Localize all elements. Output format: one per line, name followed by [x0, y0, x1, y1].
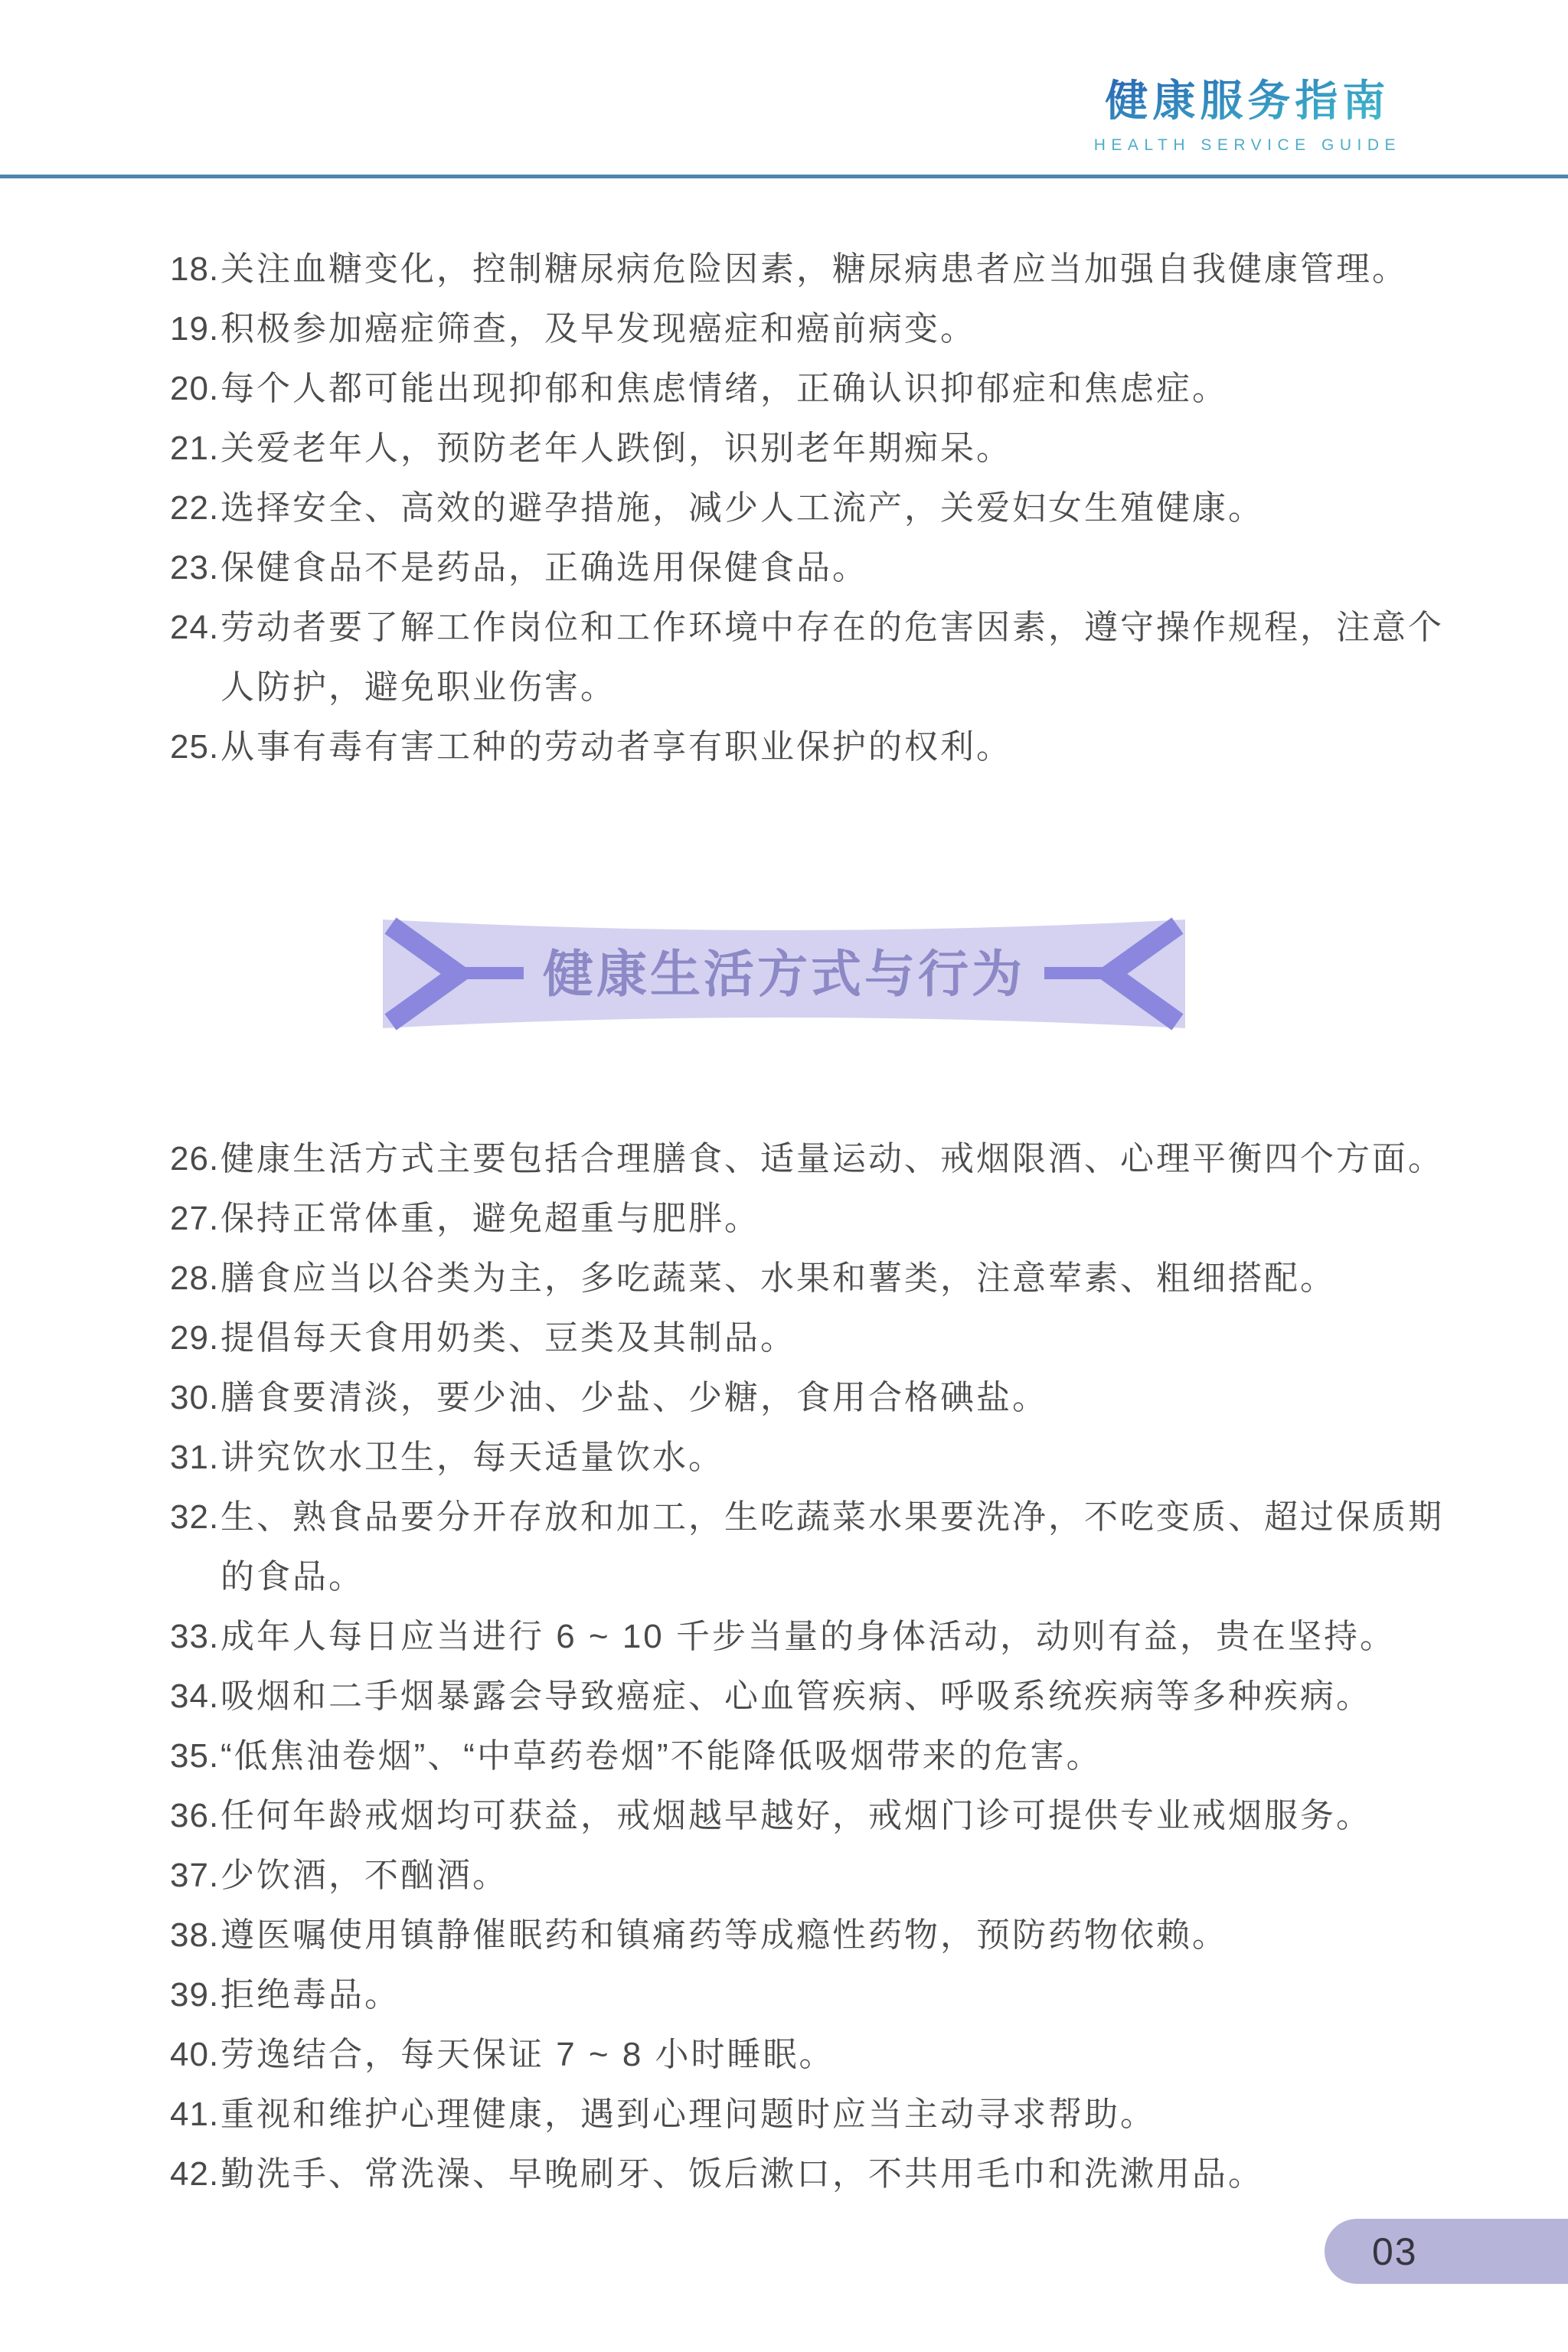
- list-item: [170, 1906, 1465, 1965]
- item-text: 劳动者要了解工作岗位和工作环境中存在的危害因素，遵守操作规程，注意个人防护，避免职业伤害。: [220, 609, 1444, 706]
- banner-left-dash-icon: [447, 967, 524, 979]
- item-text: 关注血糖变化，控制糖尿病危险因素，糖尿病患者应当加强自我健康管理。: [220, 250, 1408, 288]
- list-item: [170, 1667, 1465, 1726]
- page-number-badge: [1325, 2219, 1568, 2284]
- item-text: 讲究饮水卫生，每天适量饮水。: [220, 1439, 724, 1476]
- item-number: 19.: [170, 310, 220, 348]
- list-item: [170, 1846, 1465, 1906]
- list-item: [170, 2145, 1465, 2204]
- item-number: 34.: [170, 1677, 220, 1715]
- list-item: [170, 2085, 1465, 2145]
- item-number: 27.: [170, 1200, 220, 1237]
- banner-title: 健康生活方式与行为: [543, 946, 1025, 1002]
- item-text: 吸烟和二手烟暴露会导致癌症、心血管疾病、呼吸系统疾病等多种疾病。: [220, 1677, 1372, 1715]
- item-text: 遵医嘱使用镇静催眠药和镇痛药等成瘾性药物，预防药物依赖。: [220, 1916, 1228, 1954]
- list-item: [170, 1308, 1465, 1368]
- item-text: 生、熟食品要分开存放和加工，生吃蔬菜水果要洗净，不吃变质、超过保质期的食品。: [220, 1498, 1444, 1596]
- item-number: 33.: [170, 1618, 220, 1655]
- item-text: 膳食应当以谷类为主，多吃蔬菜、水果和薯类，注意荤素、粗细搭配。: [220, 1259, 1336, 1297]
- list-item: [170, 1607, 1465, 1667]
- item-number: 29.: [170, 1319, 220, 1357]
- list-item: [170, 1488, 1465, 1607]
- item-number: 36.: [170, 1797, 220, 1834]
- page-subtitle: HEALTH SERVICE GUIDE: [1093, 136, 1401, 154]
- item-number: 28.: [170, 1259, 220, 1297]
- list-item: [170, 1129, 1465, 1189]
- list-item: [170, 538, 1465, 598]
- item-text: 任何年龄戒烟均可获益，戒烟越早越好，戒烟门诊可提供专业戒烟服务。: [220, 1797, 1372, 1834]
- item-number: 42.: [170, 2155, 220, 2193]
- item-number: 21.: [170, 430, 220, 467]
- item-text: 关爱老年人，预防老年人跌倒，识别老年期痴呆。: [220, 430, 1012, 467]
- item-number: 35.: [170, 1737, 220, 1775]
- list-item: [170, 1965, 1465, 2025]
- item-number: 23.: [170, 549, 220, 586]
- item-number: 32.: [170, 1498, 220, 1536]
- list-item: [170, 598, 1465, 717]
- ribbon-graphic: [378, 913, 1190, 1034]
- item-text: 选择安全、高效的避孕措施，减少人工流产，关爱妇女生殖健康。: [220, 489, 1264, 527]
- list-item: [170, 240, 1465, 299]
- list-item: [170, 1726, 1465, 1786]
- item-number: 38.: [170, 1916, 220, 1954]
- guideline-list-lifestyle: [170, 1129, 1465, 2204]
- item-number: 41.: [170, 2096, 220, 2133]
- item-text: 积极参加癌症筛查，及早发现癌症和癌前病变。: [220, 310, 976, 348]
- item-number: 39.: [170, 1976, 220, 2014]
- item-text: 膳食要清淡，要少油、少盐、少糖，食用合格碘盐。: [220, 1379, 1048, 1416]
- item-number: 40.: [170, 2036, 220, 2073]
- item-number: 24.: [170, 609, 220, 646]
- brand-block: [1094, 67, 1401, 155]
- item-number: 22.: [170, 489, 220, 527]
- item-text: “低焦油卷烟”、“中草药卷烟”不能降低吸烟带来的危害。: [220, 1737, 1102, 1775]
- item-text: 拒绝毒品。: [220, 1976, 400, 2014]
- list-item: [170, 1786, 1465, 1846]
- item-text: 重视和维护心理健康，遇到心理问题时应当主动寻求帮助。: [220, 2096, 1156, 2133]
- list-item: [170, 359, 1465, 419]
- item-number: 30.: [170, 1379, 220, 1416]
- banner-right-dash-icon: [1044, 967, 1121, 979]
- guideline-list-top: [170, 240, 1465, 777]
- list-item: [170, 717, 1465, 777]
- item-text: 少饮酒，不酗酒。: [220, 1857, 508, 1894]
- header-divider: [0, 175, 1568, 178]
- item-text: 提倡每天食用奶类、豆类及其制品。: [220, 1319, 796, 1357]
- list-item: [170, 1189, 1465, 1249]
- item-text: 保持正常体重，避免超重与肥胖。: [220, 1200, 760, 1237]
- item-number: 20.: [170, 370, 220, 407]
- item-text: 从事有毒有害工种的劳动者享有职业保护的权利。: [220, 728, 1012, 766]
- item-number: 18.: [170, 250, 220, 288]
- item-text: 健康生活方式主要包括合理膳食、适量运动、戒烟限酒、心理平衡四个方面。: [220, 1140, 1444, 1178]
- list-item: [170, 419, 1465, 479]
- page-number: 03: [1372, 2230, 1418, 2273]
- list-item: [170, 479, 1465, 538]
- section-banner: [378, 913, 1190, 1034]
- item-number: 25.: [170, 728, 220, 766]
- item-number: 26.: [170, 1140, 220, 1178]
- item-number: 37.: [170, 1857, 220, 1894]
- item-text: 成年人每日应当进行 6 ~ 10 千步当量的身体活动，动则有益，贵在坚持。: [220, 1618, 1396, 1655]
- list-item: [170, 2025, 1465, 2085]
- item-text: 劳逸结合，每天保证 7 ~ 8 小时睡眠。: [220, 2036, 835, 2073]
- item-text: 每个人都可能出现抑郁和焦虑情绪，正确认识抑郁症和焦虑症。: [220, 370, 1228, 407]
- item-text: 勤洗手、常洗澡、早晚刷牙、饭后漱口，不共用毛巾和洗漱用品。: [220, 2155, 1264, 2193]
- item-text: 保健食品不是药品，正确选用保健食品。: [220, 549, 868, 586]
- item-number: 31.: [170, 1439, 220, 1476]
- list-item: [170, 1428, 1465, 1488]
- list-item: [170, 1249, 1465, 1308]
- page-title: 健康服务指南: [1094, 67, 1401, 129]
- list-item: [170, 299, 1465, 359]
- list-item: [170, 1368, 1465, 1428]
